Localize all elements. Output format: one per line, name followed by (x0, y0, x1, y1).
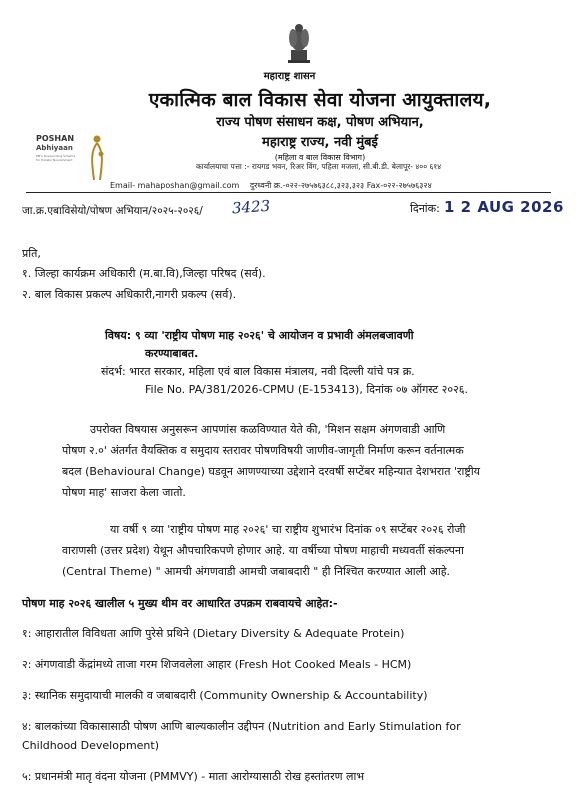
contact-line (110, 180, 432, 191)
recipients-heading: प्रति, (22, 247, 41, 260)
paragraph-1-line: बदल (Behavioural Change) घडवून आणण्याच्या उद्देशाने दरवर्षी सप्टेंबर महिन्यात देशभरात 'राष्ट्रीय (62, 465, 481, 478)
logo-text-abhiyaan: Abhiyaan (36, 144, 73, 152)
paragraph-2-line: या वर्षी ९ व्या 'राष्ट्रीय पोषण माह २०२६' चा राष्ट्रीय शुभारंभ दिनांक ०९ सप्टेंबर २०२६ रोजी (110, 523, 466, 536)
theme-item: १: आहारातील विविधता आणि पुरेसे प्रथिने (Dietary Diversity & Adequate Protein) (22, 627, 405, 640)
theme-item: ३: स्थानिक समुदायाची मालकी व जबाबदारी (Community Ownership & Accountability) (22, 689, 428, 702)
logo-text-poshan: POSHAN (36, 134, 75, 143)
office-subtitle: राज्य पोषण संसाधन कक्ष, पोषण अभियान, (216, 115, 424, 130)
subject-label: विषय: (105, 329, 132, 342)
paragraph-1-line: उपरोक्त विषयास अनुसरून आपणांस कळविण्यात येते की, 'मिशन सक्षम अंगणवाडी आणि (90, 423, 446, 436)
government-name: महाराष्ट्र शासन (263, 71, 316, 82)
handwritten-number: 3423 (231, 196, 271, 218)
paragraph-1-line: पोषण माह' साजरा केला जातो. (62, 486, 186, 499)
date-label: दिनांक: (410, 202, 440, 215)
subject-text: ९ व्या 'राष्ट्रीय पोषण माह २०२६' चे आयोजन व प्रभावी अंमलबजावणी (134, 329, 414, 342)
poshan-abhiyaan-logo (36, 130, 111, 186)
date-stamp: 1 2 AUG 2026 (444, 198, 564, 216)
theme-item: २: अंगणवाडी केंद्रांमध्ये ताजा गरम शिजवलेला आहार (Fresh Hot Cooked Meals - HCM) (22, 658, 412, 671)
theme-item: ४: बालकांच्या विकासासाठी पोषण आणि बाल्यकालीन उद्दीपन (Nutrition and Early Stimulation for (22, 720, 461, 733)
paragraph-2-line: वाराणसी (उत्तर प्रदेश) येथून औपचारिकपणे होणार आहे. या वर्षीच्या पोषण माहाची मध्यवर्ती संकल्पना (62, 544, 464, 557)
header-divider (26, 192, 551, 193)
office-title: एकात्मिक बाल विकास सेवा योजना आयुक्तालय, (148, 89, 492, 111)
reference-line-2: File No. PA/381/2026-CPMU (E-153413), दिनांक ०७ ऑगस्ट २०२६. (145, 383, 468, 396)
office-location: महाराष्ट्र राज्य, नवी मुंबई (262, 135, 378, 150)
recipient-item: १. जिल्हा कार्यक्रम अधिकारी (म.बा.वि),जिल्हा परिषद (सर्व). (22, 267, 266, 280)
woman-child-icon (86, 134, 108, 182)
email-text: Email- mahaposhan@gmail.com (110, 181, 240, 190)
recipient-item: २. बाल विकास प्रकल्प अधिकारी,नागरी प्रकल्प (सर्व). (22, 288, 237, 301)
subject-line-1 (105, 328, 414, 344)
paragraph-2-line: (Central Theme) " आमची अंगणवाडी आमची जबाबदारी " ही निश्चित करण्यात आली आहे. (62, 565, 451, 578)
department-name: (महिला व बाल विकास विभाग) (274, 153, 366, 162)
reference-label: संदर्भ: (101, 365, 126, 378)
subject-line-2: करण्याबाबत. (145, 347, 199, 360)
reference-text: भारत सरकार, महिला एवं बाल विकास मंत्रालय, नवी दिल्ली यांचे पत्र क्र. (129, 365, 415, 378)
state-emblem-icon (282, 20, 316, 64)
theme-item: ५: प्रधानमंत्री मातृ वंदना योजना (PMMVY) - माता आरोग्यासाठी रोख हस्तांतरण लाभ (22, 770, 365, 783)
theme-item-continuation: Childhood Development) (22, 739, 160, 752)
paragraph-1-line: पोषण २.०' अंतर्गत वैयक्तिक व समुदाय स्तरावर पोषणविषयी जाणीव-जागृती निर्माण करून वर्तनात्मक (62, 444, 464, 457)
reference-number: जा.क्र.एबाविसेयो/पोषण अभियान/२०२५-२०२६/ (22, 205, 203, 217)
themes-heading: पोषण माह २०२६ खालील ५ मुख्य थीम वर आधारित उपक्रम राबवायचे आहेत:- (22, 597, 338, 610)
logo-tagline: PM's Overarching Scheme for Holistic Nourishment (36, 154, 76, 162)
reference-line-1 (101, 364, 415, 380)
office-address: कार्यालयाचा पत्ता :- रायगड भवन, रिअर विंग, पहिला मजला, सी.बी.डी. बेलापूर- ४०० ६१४ (196, 162, 442, 171)
phone-fax-text: दुरध्वनी क्र.-०२२-२७५७६३८८,३२३,३२३ Fax-०२२-२७५७६३२४ (249, 181, 432, 190)
